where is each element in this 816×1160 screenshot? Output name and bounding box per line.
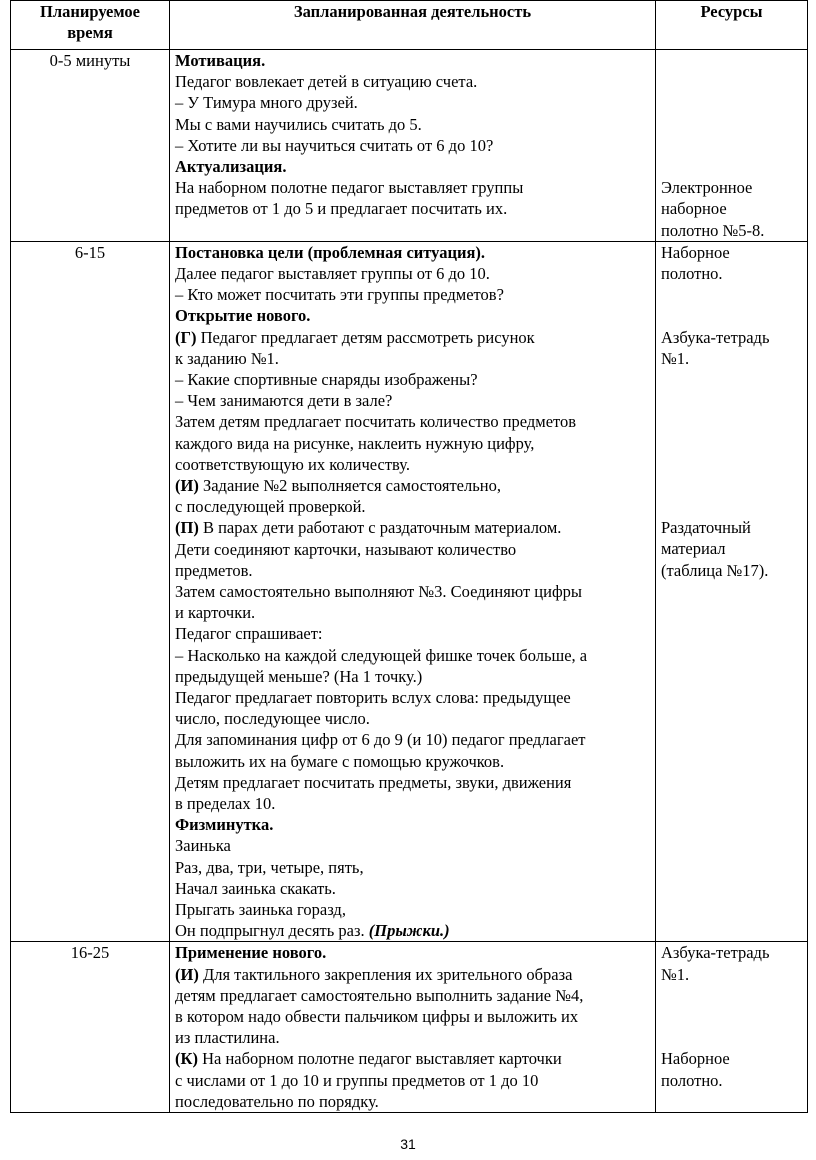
resource-line: Наборное bbox=[661, 242, 730, 262]
activity-line bbox=[175, 985, 650, 1006]
row-time: 6-15 bbox=[11, 241, 170, 942]
activity-text: с числами от 1 до 10 и группы предметов от 1 до 10 bbox=[175, 1070, 539, 1090]
activity-line bbox=[175, 198, 650, 219]
activity-text: Применение нового. bbox=[175, 943, 327, 963]
activity-prefix: (Г) bbox=[175, 327, 197, 347]
activity-text: Раз, два, три, четыре, пять, bbox=[175, 857, 364, 877]
table-row bbox=[11, 942, 808, 1113]
activity-text: в пределах 10. bbox=[175, 794, 276, 814]
activity-text: Для тактильного закрепления их зрительного образа bbox=[198, 964, 573, 984]
row-resources bbox=[656, 942, 808, 1113]
activity-text: детям предлагает самостоятельно выполнить задание №4, bbox=[175, 985, 584, 1005]
activity-line bbox=[175, 942, 650, 963]
activity-text: Далее педагог выставляет группы от 6 до 10. bbox=[175, 263, 490, 283]
activity-line bbox=[175, 1091, 650, 1112]
activity-line bbox=[175, 369, 650, 390]
activity-text: Начал заинька скакать. bbox=[175, 878, 336, 898]
resource-line bbox=[661, 156, 802, 177]
resource-line: материал bbox=[661, 539, 726, 559]
activity-line bbox=[175, 920, 650, 941]
activity-line bbox=[175, 708, 650, 729]
resource-line bbox=[661, 114, 802, 135]
activity-text: – Какие спортивные снаряды изображены? bbox=[175, 369, 478, 389]
activity-line bbox=[175, 666, 650, 687]
activity-text: Актуализация. bbox=[175, 157, 287, 177]
activity-line bbox=[175, 623, 650, 644]
resource-line: полотно. bbox=[661, 263, 723, 283]
activity-line bbox=[175, 517, 650, 538]
activity-line bbox=[175, 475, 650, 496]
activity-line bbox=[175, 581, 650, 602]
activity-line bbox=[175, 327, 650, 348]
activity-text: Для запоминания цифр от 6 до 9 (и 10) педагог предлагает bbox=[175, 730, 586, 750]
table-row bbox=[11, 50, 808, 242]
activity-line bbox=[175, 433, 650, 454]
resource-line: №1. bbox=[661, 348, 690, 368]
activity-line bbox=[175, 411, 650, 432]
lesson-plan-table bbox=[10, 0, 808, 1113]
activity-prefix: (К) bbox=[175, 1049, 198, 1069]
resource-line bbox=[661, 411, 802, 432]
activity-line bbox=[175, 539, 650, 560]
resource-line: Азбука-тетрадь bbox=[661, 327, 770, 347]
header-resources: Ресурсы bbox=[656, 1, 808, 50]
row-resources bbox=[656, 50, 808, 242]
activity-text: Постановка цели (проблемная ситуация). bbox=[175, 242, 486, 262]
resource-line bbox=[661, 71, 802, 92]
activity-text: – Хотите ли вы научиться считать от 6 до 10? bbox=[175, 135, 494, 155]
activity-text: Физминутка. bbox=[175, 815, 274, 835]
activity-line bbox=[175, 772, 650, 793]
row-resources bbox=[656, 241, 808, 942]
resource-line: наборное bbox=[661, 199, 727, 219]
activity-line bbox=[175, 177, 650, 198]
activity-line bbox=[175, 156, 650, 177]
activity-text: Мы с вами научились считать до 5. bbox=[175, 114, 422, 134]
activity-text: выложить их на бумаге с помощью кружочков. bbox=[175, 751, 505, 771]
activity-prefix: (П) bbox=[175, 518, 199, 538]
activity-line bbox=[175, 263, 650, 284]
activity-line bbox=[175, 857, 650, 878]
resource-line bbox=[661, 1027, 802, 1048]
activity-text: Детям предлагает посчитать предметы, звуки, движения bbox=[175, 772, 572, 792]
activity-line bbox=[175, 50, 650, 71]
resource-line bbox=[661, 50, 802, 71]
resource-line: Наборное bbox=[661, 1049, 730, 1069]
activity-line bbox=[175, 496, 650, 517]
resource-line bbox=[661, 284, 802, 305]
activity-line bbox=[175, 793, 650, 814]
table-header-row bbox=[11, 1, 808, 50]
activity-text: Он подпрыгнул десять раз. bbox=[175, 921, 369, 941]
activity-text: Затем самостоятельно выполняют №3. Соединяют цифры bbox=[175, 581, 582, 601]
resource-line bbox=[661, 496, 802, 517]
activity-text: Педагог спрашивает: bbox=[175, 624, 323, 644]
activity-text: Дети соединяют карточки, называют количество bbox=[175, 539, 517, 559]
activity-line bbox=[175, 602, 650, 623]
activity-text: число, последующее число. bbox=[175, 709, 370, 729]
resource-line bbox=[661, 369, 802, 390]
activity-line bbox=[175, 1027, 650, 1048]
resource-line: №1. bbox=[661, 964, 690, 984]
activity-line bbox=[175, 645, 650, 666]
page-number: 31 bbox=[400, 1136, 416, 1152]
activity-text: Педагог предлагает детям рассмотреть рисунок bbox=[196, 327, 535, 347]
activity-line bbox=[175, 814, 650, 835]
resource-line bbox=[661, 475, 802, 496]
row-time: 16-25 bbox=[11, 942, 170, 1113]
table-row bbox=[11, 241, 808, 942]
activity-line bbox=[175, 305, 650, 326]
activity-text: предметов. bbox=[175, 560, 253, 580]
activity-line bbox=[175, 560, 650, 581]
activity-text: – У Тимура много друзей. bbox=[175, 93, 358, 113]
activity-text: Прыгать заинька горазд, bbox=[175, 900, 346, 920]
resource-line bbox=[661, 985, 802, 1006]
activity-text: – Чем занимаются дети в зале? bbox=[175, 391, 393, 411]
activity-line bbox=[175, 835, 650, 856]
activity-text: предметов от 1 до 5 и предлагает посчитать их. bbox=[175, 199, 508, 219]
activity-prefix: (И) bbox=[175, 964, 199, 984]
activity-line bbox=[175, 751, 650, 772]
activity-text: Открытие нового. bbox=[175, 306, 311, 326]
row-activity bbox=[170, 50, 656, 242]
activity-line bbox=[175, 242, 650, 263]
activity-text: в котором надо обвести пальчиком цифры и выложить их bbox=[175, 1007, 579, 1027]
activity-line bbox=[175, 135, 650, 156]
header-time: Планируемое время bbox=[11, 1, 170, 50]
activity-text: В парах дети работают с раздаточным материалом. bbox=[198, 518, 562, 538]
activity-text: предыдущей меньше? (На 1 точку.) bbox=[175, 666, 423, 686]
activity-text: Задание №2 выполняется самостоятельно, bbox=[198, 475, 501, 495]
activity-line bbox=[175, 114, 650, 135]
resource-line: (таблица №17). bbox=[661, 560, 769, 580]
resource-line: Азбука-тетрадь bbox=[661, 943, 770, 963]
resource-line bbox=[661, 135, 802, 156]
activity-line bbox=[175, 71, 650, 92]
activity-line bbox=[175, 878, 650, 899]
activity-text: Педагог предлагает повторить вслух слова: предыдущее bbox=[175, 688, 571, 707]
resource-line bbox=[661, 92, 802, 113]
resource-line: Электронное bbox=[661, 178, 753, 198]
resource-line bbox=[661, 432, 802, 453]
resource-line bbox=[661, 454, 802, 475]
table-body bbox=[11, 50, 808, 1113]
resource-line: Раздаточный bbox=[661, 518, 751, 538]
resource-line bbox=[661, 305, 802, 326]
activity-line bbox=[175, 729, 650, 750]
resource-line: полотно. bbox=[661, 1070, 723, 1090]
activity-text: На наборном полотне педагог выставляет группы bbox=[175, 178, 524, 198]
resource-line: полотно №5-8. bbox=[661, 220, 765, 240]
activity-line bbox=[175, 1070, 650, 1091]
resource-line bbox=[661, 390, 802, 411]
activity-line bbox=[175, 284, 650, 305]
activity-line bbox=[175, 964, 650, 985]
row-activity bbox=[170, 942, 656, 1113]
activity-text: соответствующую их количеству. bbox=[175, 454, 410, 474]
activity-text: Мотивация. bbox=[175, 51, 266, 70]
activity-text: На наборном полотне педагог выставляет карточки bbox=[197, 1049, 562, 1069]
activity-line bbox=[175, 687, 650, 708]
activity-text: к заданию №1. bbox=[175, 348, 279, 368]
header-activity: Запланированная деятельность bbox=[170, 1, 656, 50]
activity-text: – Кто может посчитать эти группы предметов? bbox=[175, 285, 504, 305]
activity-line bbox=[175, 348, 650, 369]
activity-text: и карточки. bbox=[175, 603, 256, 623]
resource-line bbox=[661, 1006, 802, 1027]
activity-text: каждого вида на рисунке, наклеить нужную цифру, bbox=[175, 433, 535, 453]
activity-line bbox=[175, 1048, 650, 1069]
activity-text: Заинька bbox=[175, 836, 231, 856]
row-activity bbox=[170, 241, 656, 942]
activity-line bbox=[175, 390, 650, 411]
activity-line bbox=[175, 1006, 650, 1027]
row-time: 0-5 минуты bbox=[11, 50, 170, 242]
activity-line bbox=[175, 454, 650, 475]
activity-text: Затем детям предлагает посчитать количество предметов bbox=[175, 412, 577, 432]
activity-line bbox=[175, 92, 650, 113]
activity-prefix: (И) bbox=[175, 475, 199, 495]
activity-text: Педагог вовлекает детей в ситуацию счета. bbox=[175, 72, 478, 92]
activity-italic-note: (Прыжки.) bbox=[368, 921, 450, 941]
activity-text: из пластилина. bbox=[175, 1028, 280, 1048]
activity-text: с последующей проверкой. bbox=[175, 497, 366, 517]
activity-line bbox=[175, 899, 650, 920]
activity-text: – Насколько на каждой следующей фишке точек больше, а bbox=[175, 645, 588, 665]
activity-text: последовательно по порядку. bbox=[175, 1091, 379, 1111]
